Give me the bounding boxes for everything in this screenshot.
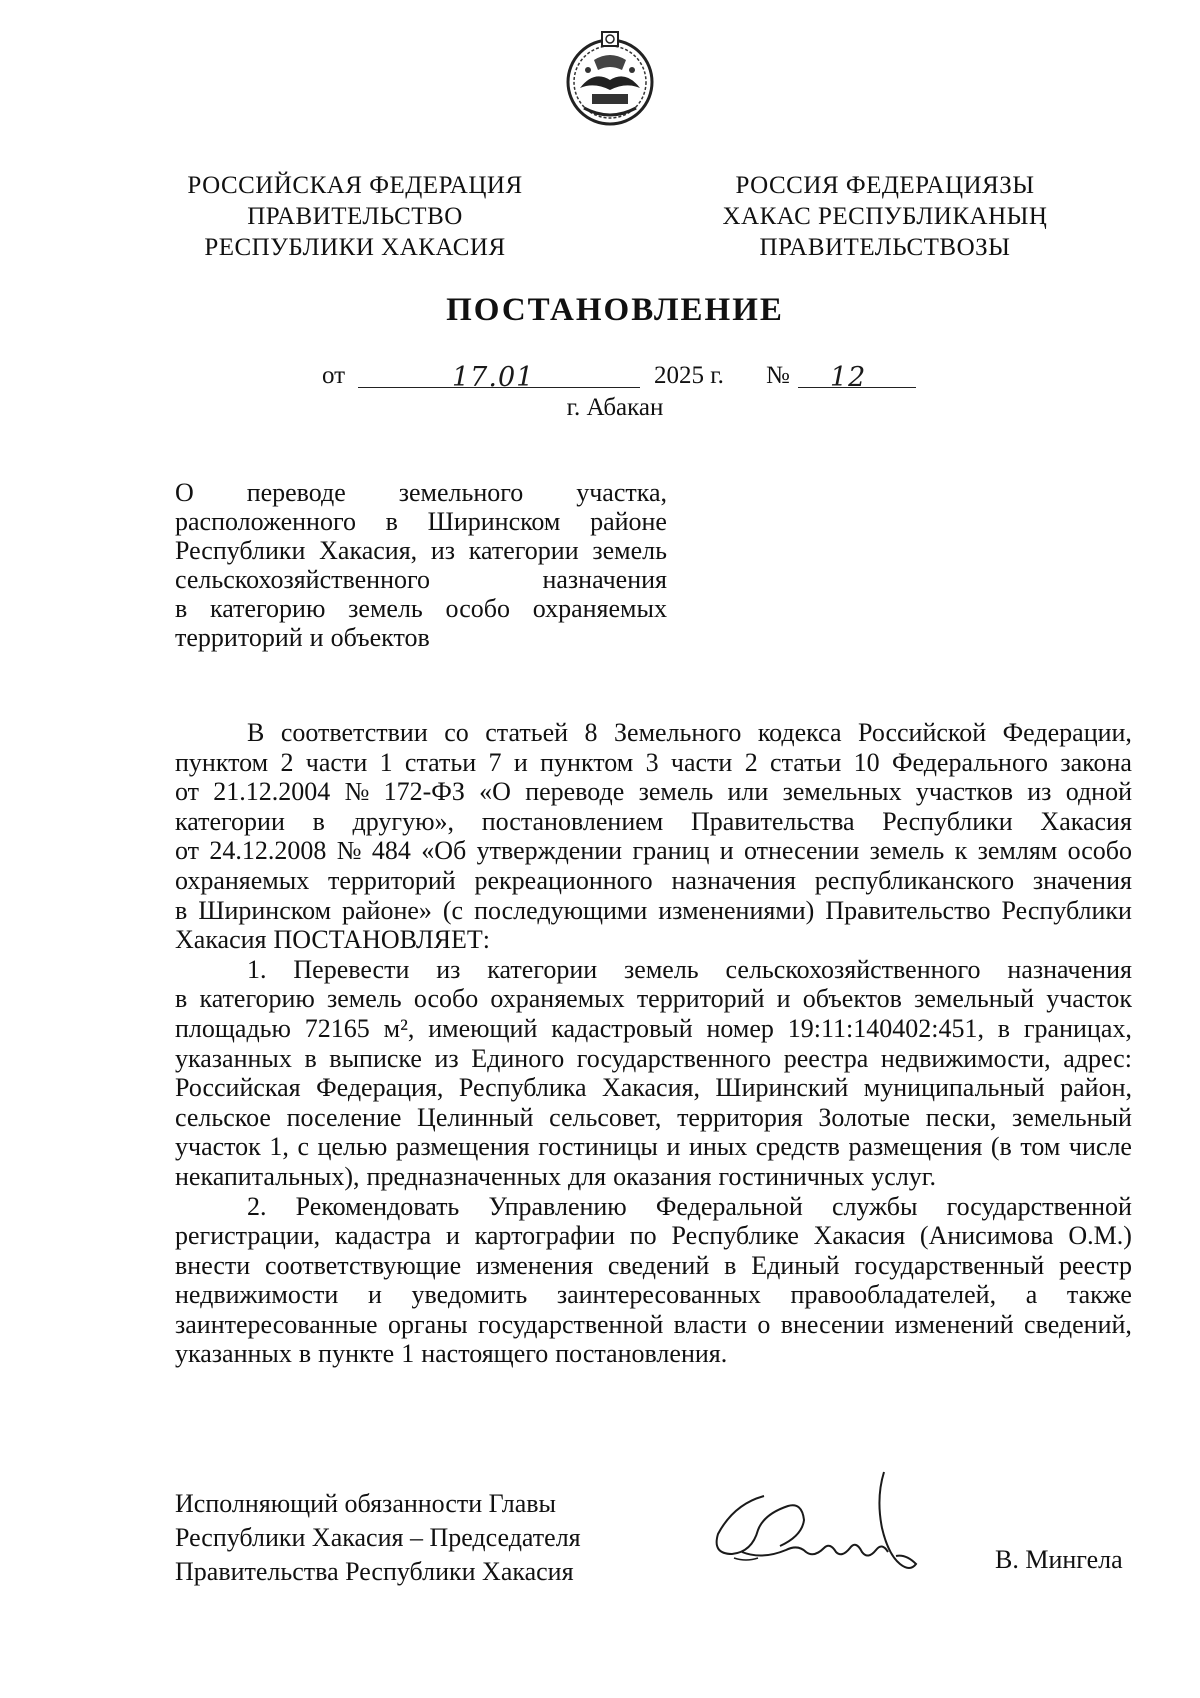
body-word: указанных	[175, 1043, 292, 1073]
date-number-row	[322, 362, 922, 398]
body-word: недвижимости	[175, 1280, 339, 1310]
subject-word: О	[175, 478, 194, 507]
body-word: и	[776, 984, 791, 1014]
header-right-line: РОССИЯ ФЕДЕРАЦИЯЗЫ	[735, 172, 1035, 199]
body-word: 1,	[269, 1132, 289, 1162]
body-word: 1.	[247, 954, 267, 984]
subject-word: районе	[590, 507, 667, 536]
body-word: и	[719, 836, 734, 866]
body-word: имеющий	[428, 1013, 538, 1043]
body-word: статьи	[404, 747, 477, 777]
body-word: границах,	[1023, 1013, 1132, 1043]
subject-line	[175, 565, 667, 594]
signatory-title-line: Правительства Республики Хакасия	[175, 1557, 574, 1586]
body-line	[175, 1103, 1132, 1133]
body-word: 1	[401, 1339, 415, 1369]
body-word: территорий	[636, 984, 765, 1014]
body-word: особо	[413, 984, 479, 1014]
body-word: внесении	[780, 1309, 885, 1339]
body-word: 7	[488, 747, 502, 777]
body-word: сельское	[175, 1102, 271, 1132]
body-line	[175, 1044, 1132, 1074]
body-word: земельных	[782, 777, 902, 807]
body-word: территорий	[328, 865, 456, 895]
body-word: 8	[584, 718, 598, 747]
subject-line	[175, 594, 667, 623]
handwritten-date: 17.01	[452, 362, 535, 393]
body-word: Ширинском	[198, 895, 332, 925]
subject-word: в	[385, 507, 398, 536]
body-word: из	[1027, 777, 1052, 807]
body-word: Хакасия	[1040, 806, 1132, 836]
signer-name: В. Мингела	[995, 1545, 1123, 1574]
body-word: «Об	[421, 836, 467, 866]
body-word: закона	[1060, 747, 1132, 777]
body-word: Рекомендовать	[295, 1191, 460, 1221]
body-word: статьи	[770, 747, 842, 777]
body-word: пунктом	[175, 747, 269, 777]
year-label: 2025 г.	[654, 362, 724, 389]
body-word: 1	[379, 747, 393, 777]
subject-word: расположенного	[175, 507, 356, 536]
body-word: оказания	[613, 1161, 712, 1191]
body-word: Правительства	[690, 806, 855, 836]
subject-word: из	[430, 536, 456, 565]
subject-word: Хакасия,	[319, 536, 418, 565]
body-word: размещения	[395, 1132, 530, 1162]
coat-of-arms-icon	[564, 30, 656, 128]
subject-word: сельскохозяйственного	[175, 565, 430, 594]
body-line	[175, 1162, 1132, 1192]
body-line	[175, 866, 1132, 896]
body-word: Целинный	[417, 1102, 534, 1132]
body-word: категории	[175, 806, 285, 836]
body-word: Федерация,	[316, 1073, 444, 1103]
body-word: другую»,	[352, 806, 455, 836]
body-line	[175, 955, 1132, 985]
city-label: г. Абакан	[566, 394, 664, 421]
body-word: сельскохозяйственного	[725, 954, 981, 984]
body-word: 72165	[304, 1013, 370, 1043]
body-word: республиканского	[814, 865, 1015, 895]
body-word: по	[629, 1221, 657, 1251]
body-word: к	[954, 836, 968, 866]
body-word: Федеральной	[655, 1191, 803, 1221]
body-word: земель	[638, 777, 714, 807]
subject-word: категории	[468, 536, 579, 565]
body-word: 2	[744, 747, 758, 777]
body-word: предназначенных	[366, 1161, 561, 1191]
body-word: в	[724, 1250, 737, 1280]
body-word: Хакасия	[175, 925, 267, 955]
body-word: также	[1066, 1280, 1132, 1310]
body-word: (в	[990, 1132, 1012, 1162]
body-word: м²,	[383, 1013, 415, 1043]
header-right-line: ПРАВИТЕЛЬСТВОЗЫ	[759, 234, 1011, 261]
body-word: средств	[755, 1132, 840, 1162]
body-word: гостиничных	[718, 1161, 865, 1191]
body-word: земельный	[914, 984, 1035, 1014]
subject-word: Ширинском	[427, 507, 561, 536]
body-word: соответствии	[280, 718, 428, 747]
body-word: адрес:	[1063, 1043, 1132, 1073]
body-word: государственной	[477, 1309, 664, 1339]
body-line	[175, 836, 1132, 866]
body-word: объектов	[802, 984, 902, 1014]
body-word: Российской	[858, 718, 987, 747]
subject-word: в	[175, 594, 188, 623]
subject-word: назначения	[542, 565, 667, 594]
body-word: в	[175, 895, 188, 925]
body-word: назначения	[1007, 954, 1132, 984]
body-word: участок	[175, 1132, 261, 1162]
body-word: №	[336, 836, 362, 866]
body-word: власти	[673, 1309, 747, 1339]
body-word: переводе	[525, 777, 625, 807]
body-word: кадастра	[334, 1221, 432, 1251]
subject-word: особо	[445, 594, 510, 623]
body-word: и	[666, 1132, 681, 1162]
signatory-title-line: Исполняющий обязанности Главы	[175, 1489, 556, 1518]
body-word: сведений,	[1024, 1309, 1132, 1339]
subject-word: объектов	[330, 623, 430, 652]
body-word: изменений	[894, 1309, 1014, 1339]
body-word: охраняемых	[490, 984, 625, 1014]
body-word: Республика	[458, 1073, 587, 1103]
body-word: статьей	[485, 718, 569, 747]
body-word: одной	[1065, 777, 1132, 807]
body-word: границ	[632, 836, 710, 866]
body-word: настоящего	[421, 1339, 549, 1369]
body-line	[175, 718, 1132, 748]
body-word: (с	[442, 895, 464, 925]
body-word: кадастровый	[551, 1013, 693, 1043]
body-line	[175, 1073, 1132, 1103]
subject-block	[175, 478, 667, 652]
body-word: рекреационного	[474, 865, 653, 895]
body-line	[175, 1221, 1132, 1251]
body-word: земельный	[1012, 1102, 1132, 1132]
body-word: участок	[1046, 984, 1132, 1014]
body-word: указанных	[175, 1339, 292, 1369]
body-word: соответствующие	[265, 1250, 462, 1280]
subject-word: охраняемых	[532, 594, 667, 623]
body-line	[175, 984, 1132, 1014]
subject-word: участка,	[576, 478, 667, 507]
subject-word: и	[309, 623, 324, 652]
subject-word: территорий	[175, 623, 303, 652]
body-word: (Анисимова	[919, 1221, 1054, 1251]
body-word: участков	[915, 777, 1013, 807]
body-word: государственный	[854, 1250, 1045, 1280]
body-line	[175, 1132, 1132, 1162]
body-word: некапитальных),	[175, 1161, 360, 1191]
body-word: государственного	[576, 1043, 772, 1073]
body-word: 2.	[247, 1191, 267, 1221]
body-word: из	[436, 954, 461, 984]
body-word: 484	[371, 836, 411, 866]
body-word: и	[367, 1280, 382, 1310]
body-word: пески,	[925, 1102, 997, 1132]
body-word: гостиницы	[538, 1132, 658, 1162]
body-word: в	[304, 1043, 317, 1073]
body-text	[175, 718, 1132, 1369]
subject-word: земель	[348, 594, 423, 623]
body-word: недвижимости,	[880, 1043, 1051, 1073]
body-word: отнесении	[744, 836, 860, 866]
body-word: реестр	[1059, 1250, 1132, 1280]
body-word: Федерации,	[1002, 718, 1132, 747]
handwritten-signature	[706, 1468, 946, 1578]
body-word: уведомить	[411, 1280, 528, 1310]
body-line	[175, 748, 1132, 778]
body-word: кодекса	[757, 718, 842, 747]
body-word: площадью	[175, 1013, 291, 1043]
body-word: ПОСТАНОВЛЯЕТ:	[273, 925, 490, 955]
body-word: сельсовет,	[549, 1102, 662, 1132]
body-word: из	[434, 1043, 459, 1073]
body-word: 24.12.2008	[209, 836, 327, 866]
body-line	[175, 1310, 1132, 1340]
body-word: 3	[645, 747, 659, 777]
body-word: числе	[1068, 1132, 1132, 1162]
body-word: Золотые	[818, 1102, 911, 1132]
body-word: в	[997, 1013, 1011, 1043]
body-word: земель	[327, 984, 402, 1014]
body-word: поселение	[286, 1102, 402, 1132]
body-word: Хакасия,	[601, 1073, 700, 1103]
subject-line	[175, 536, 667, 565]
body-word: пункте	[318, 1339, 395, 1369]
subject-line	[175, 507, 667, 536]
body-word: 172-ФЗ	[383, 777, 465, 807]
body-word: утверждении	[476, 836, 623, 866]
body-word: 19:11:140402:451,	[787, 1013, 984, 1043]
subject-word: Республики	[175, 536, 306, 565]
body-word: иных	[688, 1132, 748, 1162]
body-word: «О	[479, 777, 511, 807]
body-line	[175, 1280, 1132, 1310]
body-line	[175, 925, 1132, 955]
body-word: охраняемых	[175, 865, 310, 895]
subject-word: земель	[592, 536, 667, 565]
body-word: или	[727, 777, 769, 807]
body-word: том	[1020, 1132, 1061, 1162]
body-line	[175, 1339, 1132, 1369]
signatory-title	[175, 1487, 581, 1589]
body-word: №	[344, 777, 370, 807]
body-word: Российская	[175, 1073, 301, 1103]
body-word: изменения	[475, 1250, 594, 1280]
body-word: земель	[624, 954, 699, 984]
body-word: части	[305, 747, 368, 777]
body-word: заинтересованные	[175, 1309, 378, 1339]
header-right	[715, 170, 1055, 263]
body-word: части	[670, 747, 733, 777]
body-word: Перевести	[293, 954, 410, 984]
body-word: 2	[280, 747, 294, 777]
body-word: государственной	[946, 1191, 1132, 1221]
subject-word: переводе	[246, 478, 346, 507]
body-word: размещения	[848, 1132, 983, 1162]
body-word: со	[444, 718, 469, 747]
body-word: Правительство	[825, 895, 991, 925]
body-word: услуг.	[871, 1161, 937, 1191]
header-left-line: РЕСПУБЛИКИ ХАКАСИЯ	[204, 234, 506, 261]
body-word: О.М.)	[1068, 1221, 1132, 1251]
header-left-line: ПРАВИТЕЛЬСТВО	[247, 203, 463, 230]
body-word: Управлению	[488, 1191, 627, 1221]
body-word: от	[175, 777, 200, 807]
body-word: землям	[977, 836, 1058, 866]
body-word: последующими	[474, 895, 648, 925]
body-word: район,	[1060, 1073, 1132, 1103]
body-word: значения	[1032, 865, 1132, 895]
body-word: реестра	[783, 1043, 869, 1073]
body-word: Хакасия	[813, 1221, 906, 1251]
body-word: особо	[1067, 836, 1132, 866]
body-word: номер	[706, 1013, 774, 1043]
body-word: и	[513, 747, 528, 777]
body-word: правообладателей,	[790, 1280, 997, 1310]
body-word: Республике	[671, 1221, 799, 1251]
body-word: внести	[175, 1250, 251, 1280]
body-word: В	[247, 718, 265, 747]
body-word: а	[1025, 1280, 1038, 1310]
body-word: Ширинский	[715, 1073, 849, 1103]
body-word: изменениями)	[658, 895, 815, 925]
body-word: постановления.	[555, 1339, 728, 1369]
body-word: и	[445, 1221, 460, 1251]
body-word: земель	[869, 836, 945, 866]
body-word: муниципальный	[863, 1073, 1045, 1103]
header-left	[175, 170, 535, 263]
body-line	[175, 807, 1132, 837]
from-label: от	[322, 362, 346, 389]
header-left-line: РОССИЙСКАЯ ФЕДЕРАЦИЯ	[187, 172, 523, 199]
body-word: территория	[677, 1102, 803, 1132]
header-right-line: ХАКАС РЕСПУБЛИКАНЫҢ	[722, 203, 1048, 230]
signatory-title-line: Республики Хакасия – Председателя	[175, 1523, 581, 1552]
body-word: категорию	[199, 984, 315, 1014]
body-line	[175, 1014, 1132, 1044]
body-word: 10	[853, 747, 880, 777]
body-word: целью	[317, 1132, 388, 1162]
subject-word: категорию	[210, 594, 326, 623]
body-word: назначения	[671, 865, 796, 895]
body-word: органы	[387, 1309, 468, 1339]
number-label: №	[766, 362, 790, 389]
body-word: 21.12.2004	[213, 777, 331, 807]
handwritten-number: 12	[830, 362, 867, 393]
body-word: сведений	[607, 1250, 710, 1280]
body-word: Единый	[751, 1250, 840, 1280]
body-line	[175, 777, 1132, 807]
body-word: картографии	[474, 1221, 615, 1251]
document-type-title: ПОСТАНОВЛЕНИЕ	[446, 292, 784, 328]
body-word: районе»	[342, 895, 432, 925]
body-word: категории	[487, 954, 598, 984]
body-word: в	[175, 984, 188, 1014]
body-word: выписке	[329, 1043, 422, 1073]
body-word: от	[175, 836, 200, 866]
body-word: Республики	[882, 806, 1013, 836]
body-word: о	[757, 1309, 771, 1339]
subject-line	[175, 623, 667, 652]
body-word: для	[567, 1161, 607, 1191]
subject-word: земельного	[398, 478, 524, 507]
body-word: постановлением	[481, 806, 664, 836]
body-word: Федерального	[891, 747, 1048, 777]
body-word: заинтересованных	[556, 1280, 761, 1310]
subject-line	[175, 478, 667, 507]
body-word: Единого	[471, 1043, 565, 1073]
body-word: в	[298, 1339, 312, 1369]
body-word: Республики	[1001, 895, 1132, 925]
body-word: пунктом	[540, 747, 634, 777]
body-line	[175, 1251, 1132, 1281]
body-word: в	[312, 806, 325, 836]
body-word: с	[297, 1132, 309, 1162]
body-word: регистрации,	[175, 1221, 321, 1251]
body-line	[175, 1192, 1132, 1222]
body-word: службы	[831, 1191, 918, 1221]
body-line	[175, 896, 1132, 926]
body-word: Земельного	[614, 718, 742, 747]
